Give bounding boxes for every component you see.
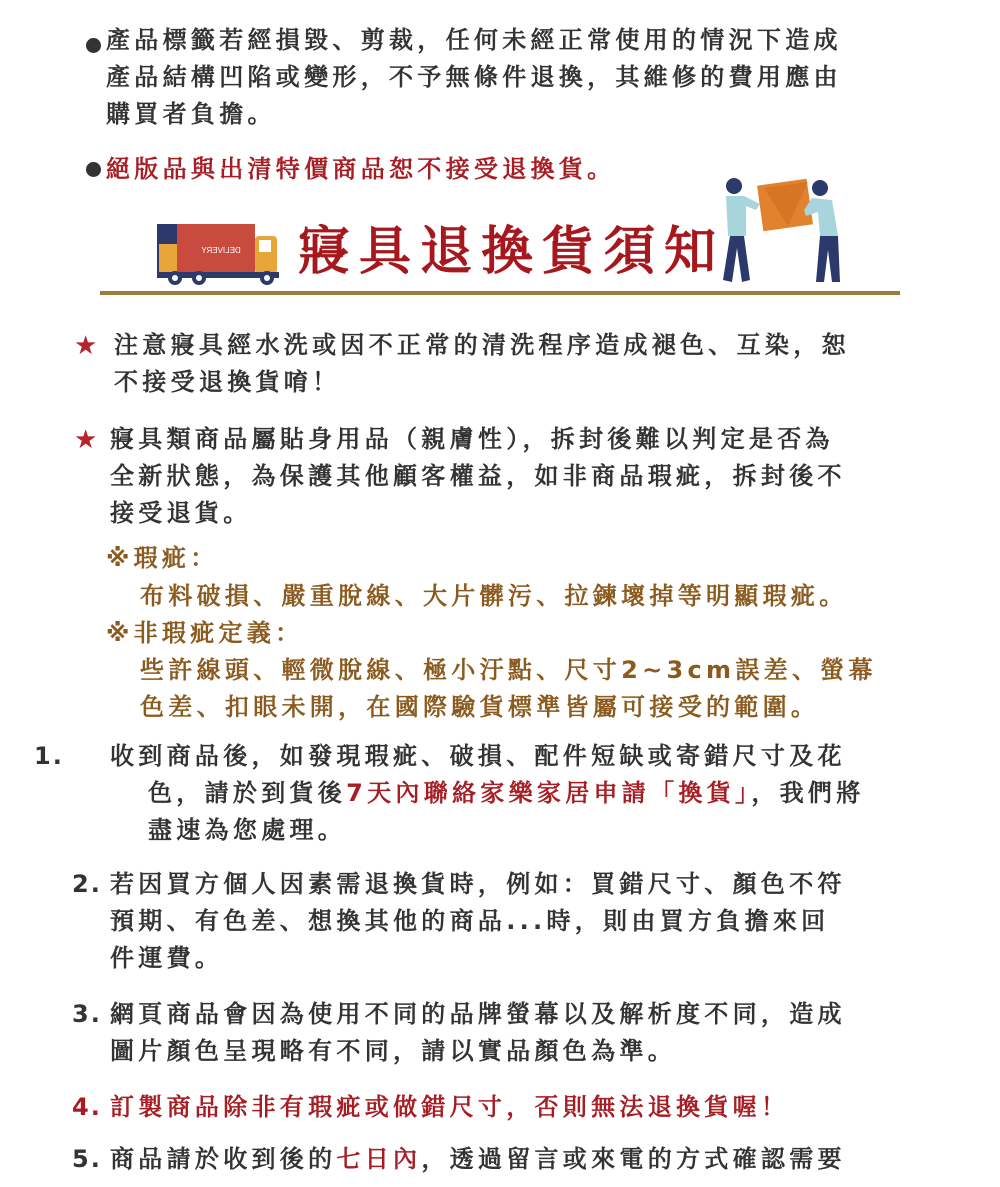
hygiene-notice-line: 接受退貨。 [110, 499, 252, 527]
list-item [72, 866, 902, 977]
clearance-notice: 絕版品與出清特價商品恕不接受退換貨。 [106, 155, 616, 183]
damage-notice-line: 產品標籤若經損毀、剪裁，任何未經正常使用的情況下造成 [106, 26, 842, 54]
custom-order-notice: 訂製商品除非有瑕疵或做錯尺寸，否則無法退換貨喔！ [110, 1093, 790, 1121]
star-icon: ★ [74, 425, 98, 455]
item-number: 5. [72, 1145, 102, 1173]
truck-label: DELIVERY [201, 246, 241, 255]
washing-notice-line: 注意寢具經水洗或因不正常的清洗程序造成褪色、互染，恕 [114, 331, 850, 359]
seven-days-highlight: 七日內 [336, 1145, 422, 1173]
list-item [72, 996, 902, 1070]
exchange-highlight: 7天內聯絡家樂家居申請「換貨」 [346, 779, 752, 807]
list-item [34, 738, 940, 849]
item-number: 3. [72, 1000, 102, 1028]
item-text: 圖片顏色呈現略有不同，請以實品顏色為準。 [110, 1037, 676, 1065]
hygiene-notice-line: 全新狀態，為保護其他顧客權益，如非商品瑕疵，拆封後不 [110, 462, 846, 490]
damage-notice-line: 購買者負擔。 [106, 100, 276, 128]
hygiene-notice [110, 421, 910, 532]
non-defects-text [140, 652, 900, 726]
item-text: 盡速為您處理。 [148, 816, 347, 844]
non-defects-line: 色差、扣眼未開，在國際驗貨標準皆屬可接受的範圍。 [140, 693, 820, 721]
item-text: 商品請於收到後的 [110, 1145, 337, 1173]
delivery-truck-icon [157, 220, 282, 286]
damage-notice-line: 產品結構凹陷或變形，不予無條件退換，其維修的費用應由 [106, 63, 842, 91]
non-defects-line: 些許線頭、輕微脫線、極小汙點、尺寸2~3cm誤差、螢幕 [140, 656, 877, 684]
washing-notice [114, 327, 914, 401]
item-text: 收到商品後，如發現瑕疵、破損、配件短缺或寄錯尺寸及花 [110, 742, 846, 770]
non-defects-label: ※非瑕疵定義： [106, 619, 304, 647]
item-text: ，透過留言或來電的方式確認需要 [421, 1145, 846, 1173]
list-item [72, 1141, 902, 1178]
star-icon: ★ [74, 331, 98, 361]
item-text: 色，請於到貨後 [148, 779, 347, 807]
item-text: 件運費。 [110, 944, 224, 972]
movers-box-icon [720, 176, 855, 286]
item-number: 1. [34, 742, 64, 770]
defects-label: ※瑕疵： [106, 544, 219, 572]
defects-text: 布料破損、嚴重脫線、大片髒污、拉鍊壞掉等明顯瑕疵。 [140, 582, 848, 610]
list-item [72, 1089, 902, 1126]
item-number: 4. [72, 1093, 102, 1121]
item-text: 網頁商品會因為使用不同的品牌螢幕以及解析度不同，造成 [110, 1000, 846, 1028]
item-text: 若因買方個人因素需退換貨時，例如：買錯尺寸、顏色不符 [110, 870, 846, 898]
item-text: 預期、有色差、想換其他的商品...時，則由買方負擔來回 [110, 907, 830, 935]
damage-notice [106, 22, 906, 133]
hygiene-notice-line: 寢具類商品屬貼身用品（親膚性），拆封後難以判定是否為 [110, 425, 834, 453]
item-number: 2. [72, 870, 102, 898]
washing-notice-line: 不接受退換貨唷！ [114, 368, 341, 396]
header-divider [100, 291, 900, 295]
item-text: ，我們將 [751, 779, 865, 807]
page-title: 寢具退換貨須知 [298, 222, 726, 282]
bullet-dot [86, 38, 101, 53]
bullet-dot [86, 162, 101, 177]
